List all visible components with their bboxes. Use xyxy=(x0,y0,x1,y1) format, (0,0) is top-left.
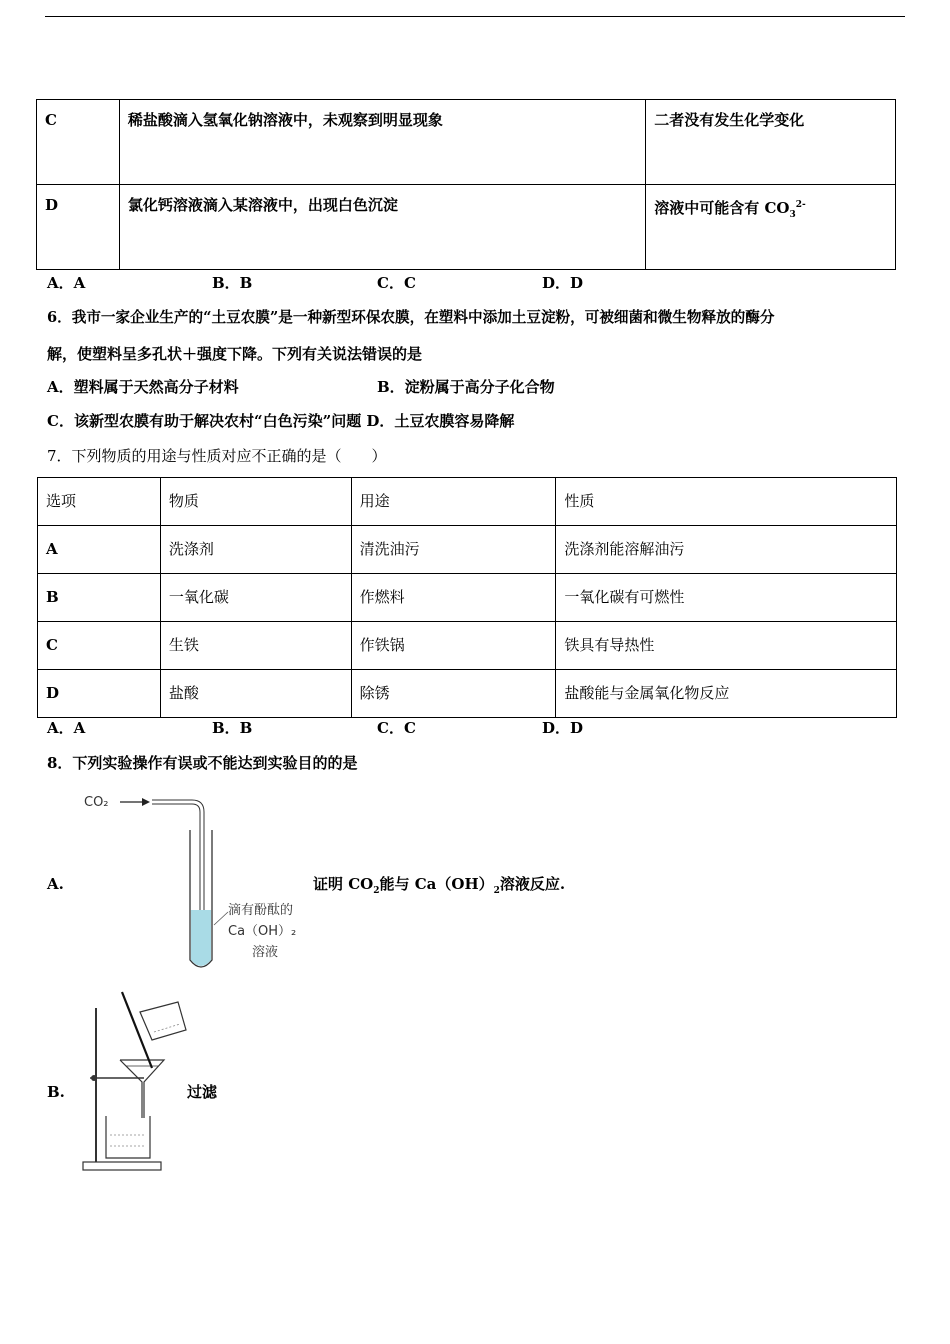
option-a-text-part: 能与 Ca（OH） xyxy=(379,875,494,893)
substance-cell: 盐酸 xyxy=(168,684,199,702)
option-cell: C xyxy=(45,111,57,129)
option-cell: C xyxy=(46,636,58,654)
header-substance: 物质 xyxy=(168,492,199,510)
option-a-text-part: 溶液反应. xyxy=(499,875,566,893)
q8-option-b-text: 过滤 xyxy=(187,1083,218,1101)
solution-label-line1: 滴有酚酞的 xyxy=(228,903,294,918)
option-cell: B xyxy=(46,588,59,606)
property-table xyxy=(37,477,897,718)
solution-label-line3: 溶液 xyxy=(252,945,279,960)
test-tube-figure xyxy=(80,790,320,980)
arrow-head xyxy=(142,798,150,806)
action-cell: 氯化钙溶液滴入某溶液中，出现白色沉淀 xyxy=(127,196,398,214)
answer-option-b[interactable]: B．B xyxy=(212,719,253,737)
filtration-figure xyxy=(80,990,190,1175)
stand-base xyxy=(83,1162,161,1170)
property-cell: 铁具有导热性 xyxy=(564,636,655,654)
receiving-beaker xyxy=(106,1116,150,1158)
answer-option-d[interactable]: D．D xyxy=(542,274,584,292)
pouring-beaker xyxy=(140,1002,186,1040)
answer-option-c[interactable]: C．C xyxy=(377,274,416,292)
q8-option-a-text xyxy=(313,873,565,902)
clamp-knob xyxy=(91,1075,97,1081)
property-cell: 洗涤剂能溶解油污 xyxy=(564,540,685,558)
q6-stem-line2: 解，使塑料呈多孔状＋强度下降。下列有关说法错误的是 xyxy=(47,345,423,363)
q6-option-cd[interactable]: C．该新型农膜有助于解决农村“白色污染”问题 D．土豆农膜容易降解 xyxy=(47,412,515,430)
option-cell: D xyxy=(46,684,60,702)
subscript: 2 xyxy=(493,886,500,896)
label-pointer xyxy=(214,912,228,925)
q6-stem-line1: 6．我市一家企业生产的“土豆农膜”是一种新型环保农膜，在塑料中添加土豆淀粉，可被细菌和微生物释放的酶分 xyxy=(47,309,775,326)
superscript: 2- xyxy=(795,200,806,210)
answer-option-a[interactable]: A．A xyxy=(47,274,86,292)
header-use: 用途 xyxy=(359,492,390,510)
option-cell: A xyxy=(46,540,58,558)
property-cell: 盐酸能与金属氧化物反应 xyxy=(564,684,730,702)
table-row xyxy=(37,185,896,270)
substance-cell: 一氧化碳 xyxy=(168,588,229,606)
table-row xyxy=(38,622,897,670)
subscript: 2 xyxy=(373,886,380,896)
property-cell: 一氧化碳有可燃性 xyxy=(564,588,685,606)
q8-option-a-label[interactable]: A. xyxy=(47,875,64,893)
use-cell: 清洗油污 xyxy=(359,540,420,558)
answer-option-b[interactable]: B．B xyxy=(212,274,253,292)
solution-liquid xyxy=(191,910,211,966)
experiment-table xyxy=(36,99,896,270)
conclusion-cell: 二者没有发生化学变化 xyxy=(654,111,805,129)
table-row xyxy=(38,670,897,718)
header-rule xyxy=(45,16,905,17)
gas-label: CO₂ xyxy=(84,795,109,810)
answer-option-c[interactable]: C．C xyxy=(377,719,416,737)
q8-option-b-label[interactable]: B. xyxy=(47,1083,65,1101)
header-option: 选项 xyxy=(46,492,77,510)
conclusion-text: 溶液中可能含有 CO xyxy=(654,199,790,217)
substance-cell: 洗涤剂 xyxy=(168,540,214,558)
q8-stem: 8．下列实验操作有误或不能达到实验目的的是 xyxy=(47,754,358,772)
table-row xyxy=(38,526,897,574)
action-cell: 稀盐酸滴入氢氧化钠溶液中，未观察到明显现象 xyxy=(127,111,443,129)
table-row xyxy=(37,100,896,185)
table-row xyxy=(38,574,897,622)
q6-option-b[interactable]: B．淀粉属于高分子化合物 xyxy=(377,378,555,396)
answer-option-d[interactable]: D．D xyxy=(542,719,584,737)
substance-cell: 生铁 xyxy=(168,636,199,654)
conclusion-cell xyxy=(646,185,895,235)
use-cell: 作燃料 xyxy=(359,588,405,606)
q7-stem: 7．下列物质的用途与性质对应不正确的是（ ） xyxy=(47,447,387,465)
solution-label-line2: Ca（OH）₂ xyxy=(228,924,297,939)
header-property: 性质 xyxy=(564,492,595,510)
q6-option-a[interactable]: A．塑料属于天然高分子材料 xyxy=(47,378,239,396)
option-cell: D xyxy=(45,196,59,214)
use-cell: 作铁锅 xyxy=(359,636,405,654)
table-header-row xyxy=(38,478,897,526)
option-a-text-part: 证明 CO xyxy=(313,875,374,893)
subscript: 3 xyxy=(789,210,796,220)
use-cell: 除锈 xyxy=(359,684,390,702)
answer-option-a[interactable]: A．A xyxy=(47,719,86,737)
